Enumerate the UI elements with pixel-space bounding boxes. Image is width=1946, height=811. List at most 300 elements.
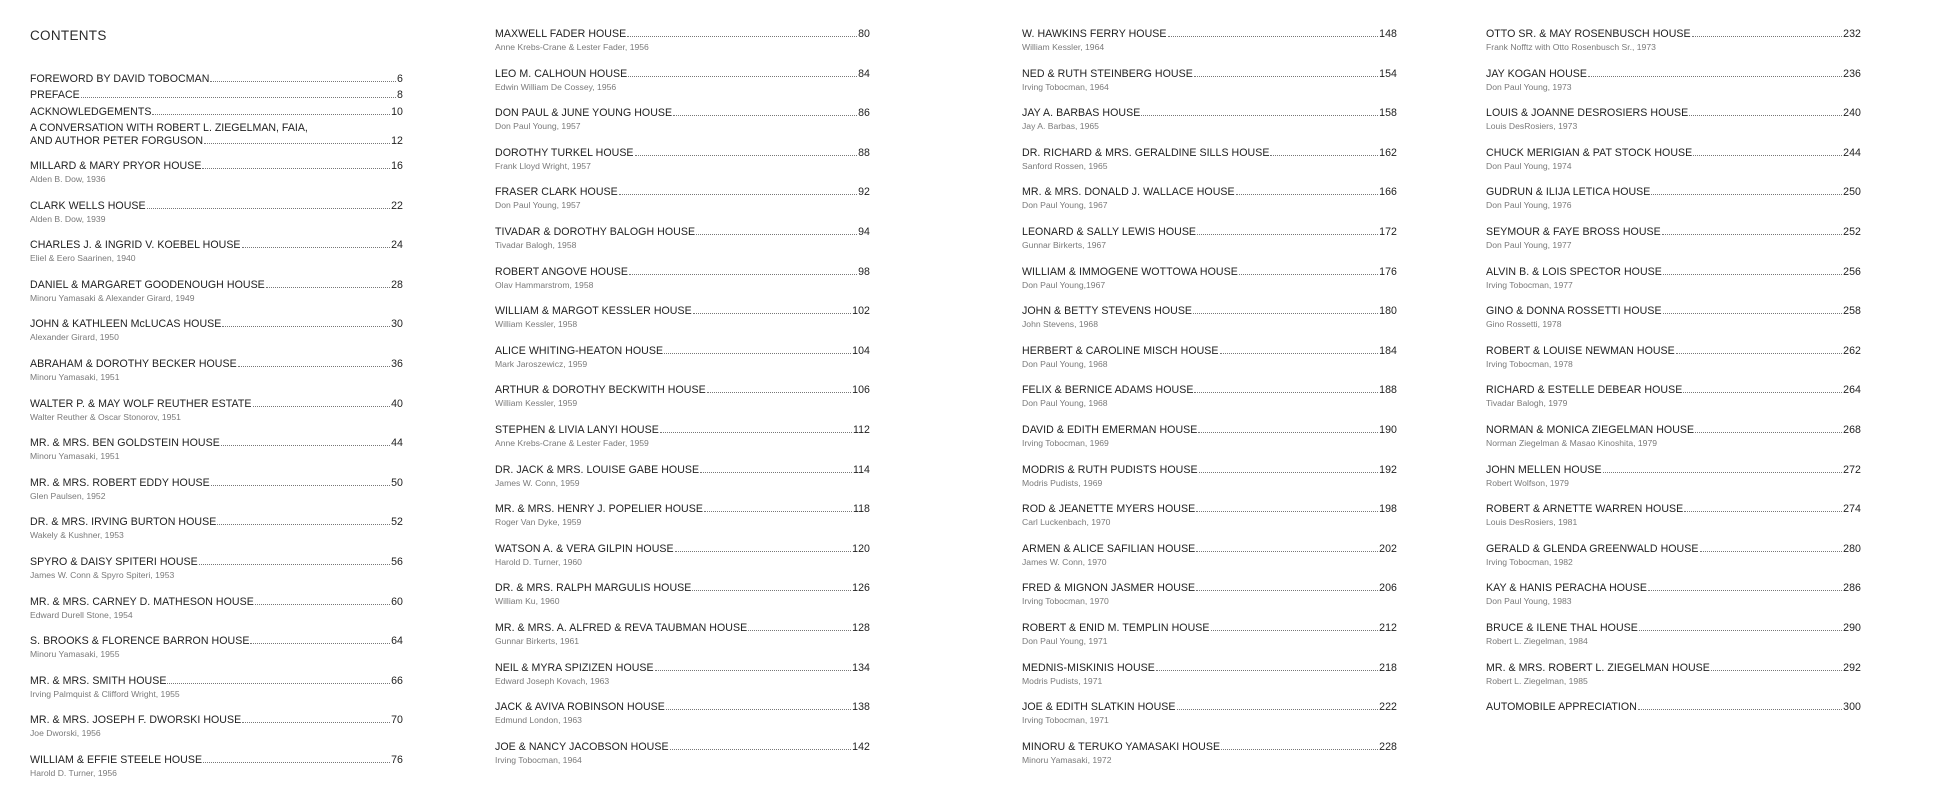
entry-title: ARTHUR & DOROTHY BECKWITH HOUSE <box>495 384 706 397</box>
entry-title: JACK & AVIVA ROBINSON HOUSE <box>495 701 665 714</box>
toc-entry-acknowledgements[interactable] <box>30 106 403 119</box>
toc-entry[interactable] <box>1486 68 1861 93</box>
toc-entry[interactable] <box>1486 503 1861 528</box>
toc-entry[interactable] <box>30 675 403 700</box>
dot-leader <box>1193 312 1378 314</box>
entry-architect: Gunnar Birkerts, 1967 <box>1022 240 1107 250</box>
dot-leader <box>199 563 390 565</box>
entry-page: 292 <box>1843 661 1861 674</box>
toc-entry[interactable] <box>30 318 403 343</box>
entry-page: 64 <box>391 635 403 648</box>
toc-entry[interactable] <box>1022 622 1397 647</box>
toc-entry[interactable] <box>495 305 870 330</box>
toc-entry[interactable] <box>30 477 403 502</box>
toc-entry[interactable] <box>1022 503 1397 528</box>
dot-leader <box>628 75 857 77</box>
dot-leader <box>1663 273 1842 275</box>
dot-leader <box>704 510 852 512</box>
entry-architect: Robert Wolfson, 1979 <box>1486 477 1569 488</box>
dot-leader <box>167 682 390 684</box>
entry-title: GINO & DONNA ROSSETTI HOUSE <box>1486 305 1662 318</box>
toc-entry[interactable] <box>30 596 403 621</box>
entry-title: JAY KOGAN HOUSE <box>1486 67 1588 80</box>
toc-entry[interactable] <box>1022 701 1397 726</box>
toc-entry[interactable] <box>495 464 870 489</box>
dot-leader <box>147 207 390 209</box>
toc-entry[interactable] <box>30 754 403 779</box>
entry-page: 166 <box>1379 186 1397 199</box>
dot-leader <box>211 484 390 486</box>
toc-entry[interactable] <box>1022 543 1397 568</box>
dot-leader <box>700 471 852 473</box>
entry-title: MR. & MRS. SMITH HOUSE <box>30 674 167 687</box>
toc-entry[interactable] <box>495 543 870 568</box>
toc-entry[interactable] <box>1022 186 1397 211</box>
toc-entry[interactable] <box>1486 384 1861 409</box>
toc-entry[interactable] <box>1022 226 1397 251</box>
dot-leader <box>696 233 857 235</box>
entry-title: JOE & NANCY JACOBSON HOUSE <box>495 740 669 753</box>
entry-page: 60 <box>391 595 403 608</box>
entry-architect: Minoru Yamasaki, 1951 <box>30 372 120 382</box>
entry-architect: Joe Dworski, 1956 <box>30 728 101 739</box>
entry-architect: Minoru Yamasaki & Alexander Girard, 1949 <box>30 292 195 303</box>
toc-entry[interactable] <box>30 358 403 383</box>
entry-page: 264 <box>1843 384 1861 397</box>
entry-title: DR. JACK & MRS. LOUISE GABE HOUSE <box>495 463 700 476</box>
toc-entry[interactable] <box>1022 464 1397 489</box>
entry-title: CLARK WELLS HOUSE <box>30 199 146 212</box>
dot-leader <box>1199 471 1379 473</box>
entry-architect: James W. Conn, 1959 <box>495 477 580 488</box>
toc-entry-foreword[interactable] <box>30 73 403 86</box>
toc-entry[interactable] <box>30 437 403 462</box>
toc-entry[interactable] <box>1486 345 1861 370</box>
entry-title: NORMAN & MONICA ZIEGELMAN HOUSE <box>1486 424 1695 436</box>
entry-architect: Don Paul Young, 1968 <box>1022 398 1108 409</box>
entry-page: 112 <box>852 424 870 436</box>
entry-architect: Modris Pudists, 1969 <box>1022 477 1103 488</box>
entry-page: 80 <box>858 28 870 40</box>
entry-title: OTTO SR. & MAY ROSENBUSCH HOUSE <box>1486 28 1691 40</box>
toc-entry[interactable] <box>1022 147 1397 172</box>
entry-page: 280 <box>1843 542 1861 555</box>
entry-title: ARMEN & ALICE SAFILIAN HOUSE <box>1022 542 1196 555</box>
entry-architect: Harold D. Turner, 1956 <box>30 768 117 778</box>
entry-architect: Frank Lloyd Wright, 1957 <box>495 160 591 171</box>
dot-leader <box>1168 35 1379 37</box>
entry-page: 52 <box>391 516 403 529</box>
toc-entry[interactable] <box>30 160 403 185</box>
entry-title: MINORU & TERUKO YAMASAKI HOUSE <box>1022 740 1221 753</box>
entry-title: MR. & MRS. CARNEY D. MATHESON HOUSE <box>30 595 254 608</box>
dot-leader <box>1141 114 1378 116</box>
toc-entry[interactable] <box>1022 384 1397 409</box>
entry-page: 50 <box>391 476 403 489</box>
dot-leader <box>1638 708 1842 710</box>
toc-entry[interactable] <box>1486 28 1861 53</box>
toc-entry[interactable] <box>30 200 403 225</box>
entry-page: 66 <box>391 674 403 687</box>
toc-entry[interactable] <box>1486 186 1861 211</box>
toc-entry[interactable] <box>1486 662 1861 687</box>
entry-page: 120 <box>852 542 870 555</box>
entry-page: 92 <box>858 186 870 199</box>
toc-entry-preface[interactable] <box>30 89 403 102</box>
entry-architect: Sanford Rossen, 1965 <box>1022 160 1108 171</box>
dot-leader <box>655 669 852 671</box>
toc-entry[interactable] <box>495 582 870 607</box>
entry-title: MILLARD & MARY PRYOR HOUSE <box>30 160 202 172</box>
entry-title: NEIL & MYRA SPIZIZEN HOUSE <box>495 661 654 674</box>
toc-entry[interactable] <box>1022 582 1397 607</box>
entry-title: LEONARD & SALLY LEWIS HOUSE <box>1022 226 1197 238</box>
entry-architect: Tivadar Balogh, 1958 <box>495 240 577 250</box>
dot-leader <box>1684 510 1842 512</box>
entry-page: 256 <box>1843 265 1861 278</box>
toc-entry[interactable] <box>1022 68 1397 93</box>
entry-title: JOE & EDITH SLATKIN HOUSE <box>1022 701 1176 714</box>
entry-architect: Don Paul Young, 1973 <box>1486 81 1572 92</box>
toc-entry[interactable] <box>1022 662 1397 687</box>
entry-page: 290 <box>1843 622 1861 634</box>
entry-title-line1: A CONVERSATION WITH ROBERT L. ZIEGELMAN, FAIA, <box>30 122 308 134</box>
entry-architect: Irving Tobocman, 1964 <box>495 754 582 765</box>
entry-title: W. HAWKINS FERRY HOUSE <box>1022 28 1167 40</box>
entry-page: 232 <box>1843 28 1861 40</box>
entry-page: 180 <box>1379 305 1397 318</box>
toc-entry[interactable] <box>1486 266 1861 291</box>
entry-page: 12 <box>391 135 403 147</box>
toc-entry[interactable] <box>1022 107 1397 132</box>
entry-title: SPYRO & DAISY SPITERI HOUSE <box>30 556 198 568</box>
dot-leader <box>664 352 851 354</box>
entry-architect: Jay A. Barbas, 1965 <box>1022 121 1099 132</box>
entry-page: 222 <box>1379 701 1397 714</box>
entry-page: 268 <box>1843 424 1861 436</box>
entry-architect: Don Paul Young, 1974 <box>1486 160 1572 171</box>
toc-entry[interactable] <box>1486 424 1861 449</box>
entry-title: GERALD & GLENDA GREENWALD HOUSE <box>1486 542 1699 555</box>
dot-leader <box>1695 431 1842 433</box>
entry-title: ALVIN B. & LOIS SPECTOR HOUSE <box>1486 265 1662 278</box>
entry-page: 86 <box>858 107 870 120</box>
dot-leader <box>1198 431 1378 433</box>
toc-entry[interactable] <box>30 398 403 423</box>
entry-page: 16 <box>391 160 403 172</box>
toc-entry[interactable] <box>30 279 403 304</box>
entry-page: 94 <box>858 226 870 238</box>
toc-entry[interactable] <box>1022 266 1397 291</box>
toc-entry[interactable] <box>1022 424 1397 449</box>
toc-entry[interactable] <box>1486 107 1861 132</box>
entry-title: MR. & MRS. ROBERT L. ZIEGELMAN HOUSE <box>1486 661 1710 674</box>
entry-page: 252 <box>1843 226 1861 238</box>
dot-leader <box>707 391 851 393</box>
entry-architect: Glen Paulsen, 1952 <box>30 490 106 501</box>
entry-architect: Minoru Yamasaki, 1955 <box>30 649 120 660</box>
entry-title: AUTOMOBILE APPRECIATION <box>1486 701 1637 714</box>
entry-title: MR. & MRS. ROBERT EDDY HOUSE <box>30 476 210 489</box>
entry-page: 118 <box>852 503 870 516</box>
dot-leader <box>693 312 851 314</box>
entry-page: 8 <box>397 89 403 101</box>
entry-title: KAY & HANIS PERACHA HOUSE <box>1486 582 1647 595</box>
entry-page: 70 <box>391 714 403 727</box>
entry-title: MEDNIS-MISKINIS HOUSE <box>1022 661 1155 674</box>
toc-entry[interactable] <box>495 503 870 528</box>
entry-title: FOREWORD BY DAVID TOBOCMAN <box>30 73 210 85</box>
entry-page: 36 <box>391 358 403 370</box>
entry-title: MAXWELL FADER HOUSE <box>495 28 627 40</box>
entry-architect: Minoru Yamasaki, 1972 <box>1022 754 1112 765</box>
dot-leader <box>1211 629 1379 631</box>
entry-page: 258 <box>1843 305 1861 318</box>
entry-architect: Walter Reuther & Oscar Stonorov, 1951 <box>30 411 181 422</box>
toc-entry[interactable] <box>495 622 870 647</box>
entry-title: DON PAUL & JUNE YOUNG HOUSE <box>495 107 673 120</box>
entry-title: MODRIS & RUTH PUDISTS HOUSE <box>1022 463 1198 476</box>
dot-leader <box>1639 629 1842 631</box>
toc-entry[interactable] <box>495 28 870 53</box>
entry-architect: Irving Tobocman, 1969 <box>1022 438 1109 448</box>
entry-page: 148 <box>1379 28 1397 40</box>
entry-architect: James W. Conn, 1970 <box>1022 556 1107 567</box>
toc-entry[interactable] <box>1022 305 1397 330</box>
entry-page: 274 <box>1843 503 1861 516</box>
entry-page: 28 <box>391 278 403 291</box>
entry-page: 134 <box>852 661 870 674</box>
entry-page: 188 <box>1379 384 1397 397</box>
toc-entry[interactable] <box>1486 226 1861 251</box>
entry-title: JAY A. BARBAS HOUSE <box>1022 107 1141 120</box>
entry-title: JOHN MELLEN HOUSE <box>1486 463 1602 476</box>
entry-architect: Edward Durell Stone, 1954 <box>30 609 133 620</box>
toc-entry[interactable] <box>495 424 870 449</box>
dot-leader <box>660 431 852 433</box>
entry-architect: Don Paul Young, 1957 <box>495 121 581 132</box>
dot-leader <box>152 113 390 115</box>
entry-page: 106 <box>852 384 870 397</box>
entry-title: MR. & MRS. JOSEPH F. DWORSKI HOUSE <box>30 714 242 727</box>
dot-leader <box>250 642 390 644</box>
toc-entry[interactable] <box>1022 741 1397 766</box>
entry-title: LOUIS & JOANNE DESROSIERS HOUSE <box>1486 107 1689 120</box>
entry-page: 158 <box>1379 107 1397 120</box>
entry-architect: Alden B. Dow, 1936 <box>30 174 106 184</box>
entry-title: GUDRUN & ILIJA LETICA HOUSE <box>1486 186 1651 199</box>
entry-page: 190 <box>1379 424 1397 436</box>
entry-architect: Olav Hammarstrom, 1958 <box>495 279 594 290</box>
entry-title: FRASER CLARK HOUSE <box>495 186 618 199</box>
entry-page: 24 <box>391 239 403 252</box>
entry-title: JOHN & KATHLEEN McLUCAS HOUSE <box>30 318 222 331</box>
dot-leader <box>222 325 390 327</box>
toc-entry[interactable] <box>30 239 403 264</box>
entry-page: 104 <box>852 344 870 357</box>
entry-page: 172 <box>1379 226 1397 238</box>
entry-title: ROBERT & ENID M. TEMPLIN HOUSE <box>1022 622 1210 634</box>
dot-leader <box>255 603 390 605</box>
toc-entry[interactable] <box>495 345 870 370</box>
entry-title: ACKNOWLEDGEMENTS <box>30 106 152 118</box>
entry-title: WALTER P. & MAY WOLF REUTHER ESTATE <box>30 397 252 410</box>
entry-title: WATSON A. & VERA GILPIN HOUSE <box>495 542 674 555</box>
entry-page: 128 <box>852 622 870 634</box>
dot-leader <box>635 154 858 156</box>
dot-leader <box>203 761 390 763</box>
toc-entry[interactable] <box>495 226 870 251</box>
toc-entry[interactable] <box>1486 701 1861 714</box>
entry-architect: William Kessler, 1959 <box>495 398 578 409</box>
contents-title: CONTENTS <box>30 28 107 43</box>
entry-architect: Tivadar Balogh, 1979 <box>1486 398 1568 409</box>
entry-page: 212 <box>1379 622 1397 634</box>
toc-entry[interactable] <box>495 147 870 172</box>
dot-leader <box>1194 75 1378 77</box>
entry-title: HERBERT & CAROLINE MISCH HOUSE <box>1022 344 1219 357</box>
dot-leader <box>242 246 391 248</box>
toc-entry[interactable] <box>1022 345 1397 370</box>
entry-title: LEO M. CALHOUN HOUSE <box>495 67 628 80</box>
entry-page: 244 <box>1843 146 1861 159</box>
entry-title: RICHARD & ESTELLE DEBEAR HOUSE <box>1486 384 1683 397</box>
toc-entry[interactable] <box>30 635 403 660</box>
entry-page: 76 <box>391 754 403 766</box>
entry-architect: Louis DesRosiers, 1973 <box>1486 121 1578 132</box>
toc-entry[interactable] <box>495 384 870 409</box>
entry-page: 236 <box>1843 67 1861 80</box>
entry-page: 218 <box>1379 661 1397 674</box>
toc-entry[interactable] <box>495 68 870 93</box>
entry-architect: Don Paul Young, 1977 <box>1486 240 1572 250</box>
dot-leader <box>627 35 857 37</box>
dot-leader <box>1692 35 1843 37</box>
entry-architect: Carl Luckenbach, 1970 <box>1022 517 1111 528</box>
entry-page: 84 <box>858 67 870 80</box>
dot-leader <box>1651 193 1842 195</box>
entry-architect: Don Paul Young, 1976 <box>1486 200 1572 211</box>
entry-architect: William Kessler, 1958 <box>495 319 578 330</box>
toc-entry[interactable] <box>30 556 403 581</box>
entry-architect: Don Paul Young, 1957 <box>495 200 581 211</box>
toc-entry[interactable] <box>1486 582 1861 607</box>
entry-architect: Modris Pudists, 1971 <box>1022 675 1103 686</box>
toc-entry[interactable] <box>495 186 870 211</box>
entry-architect: Edward Joseph Kovach, 1963 <box>495 675 610 686</box>
toc-entry[interactable] <box>1486 305 1861 330</box>
entry-title: CHARLES J. & INGRID V. KOEBEL HOUSE <box>30 239 241 252</box>
entry-page: 114 <box>852 463 870 476</box>
entry-architect: Irving Tobocman, 1978 <box>1486 358 1573 369</box>
entry-title: FELIX & BERNICE ADAMS HOUSE <box>1022 384 1194 397</box>
toc-entry[interactable] <box>495 266 870 291</box>
toc-entry[interactable] <box>1486 147 1861 172</box>
toc-entry[interactable] <box>1022 28 1397 53</box>
dot-leader <box>673 114 857 116</box>
entry-architect: William Ku, 1960 <box>495 596 560 607</box>
dot-leader <box>266 286 390 288</box>
entry-architect: William Kessler, 1964 <box>1022 42 1105 52</box>
toc-entry-conversation[interactable] <box>30 122 403 148</box>
entry-page: 126 <box>852 582 870 595</box>
toc-entry[interactable] <box>30 714 403 739</box>
toc-entry[interactable] <box>1486 543 1861 568</box>
toc-entry[interactable] <box>30 516 403 541</box>
dot-leader <box>1177 708 1379 710</box>
entry-architect: Don Paul Young, 1971 <box>1022 636 1108 646</box>
dot-leader <box>210 80 396 82</box>
toc-entry[interactable] <box>495 107 870 132</box>
entry-title: JOHN & BETTY STEVENS HOUSE <box>1022 305 1193 318</box>
dot-leader <box>1239 273 1378 275</box>
entry-title: WILLIAM & EFFIE STEELE HOUSE <box>30 754 203 766</box>
entry-page: 88 <box>858 146 870 159</box>
entry-title: WILLIAM & MARGOT KESSLER HOUSE <box>495 305 692 318</box>
toc-entry[interactable] <box>495 741 870 766</box>
entry-architect: Irving Tobocman, 1982 <box>1486 556 1573 567</box>
toc-entry[interactable] <box>495 662 870 687</box>
entry-title: ROBERT & ARNETTE WARREN HOUSE <box>1486 503 1684 516</box>
entry-title: ROBERT ANGOVE HOUSE <box>495 265 629 278</box>
dot-leader <box>666 708 851 710</box>
entry-architect: Norman Ziegelman & Masao Kinoshita, 1979 <box>1486 438 1658 448</box>
entry-architect: Anne Krebs-Crane & Lester Fader, 1959 <box>495 438 649 448</box>
entry-title: STEPHEN & LIVIA LANYI HOUSE <box>495 424 659 436</box>
dot-leader <box>221 444 390 446</box>
entry-page: 286 <box>1843 582 1861 595</box>
dot-leader <box>1676 352 1842 354</box>
dot-leader <box>1270 154 1378 156</box>
entry-architect: Irving Tobocman, 1971 <box>1022 715 1109 726</box>
entry-page: 176 <box>1379 265 1397 278</box>
entry-architect: Mark Jaroszewicz, 1959 <box>495 358 588 369</box>
toc-entry[interactable] <box>1486 464 1861 489</box>
dot-leader <box>1689 114 1842 116</box>
dot-leader <box>619 193 857 195</box>
entry-title: FRED & MIGNON JASMER HOUSE <box>1022 582 1196 595</box>
entry-page: 138 <box>852 701 870 714</box>
dot-leader <box>1156 669 1378 671</box>
dot-leader <box>1648 589 1842 591</box>
entry-page: 30 <box>391 318 403 331</box>
dot-leader <box>238 365 390 367</box>
dot-leader <box>1196 510 1378 512</box>
entry-architect: Eliel & Eero Saarinen, 1940 <box>30 253 136 264</box>
entry-title: DAVID & EDITH EMERMAN HOUSE <box>1022 424 1198 436</box>
entry-title: MR. & MRS. DONALD J. WALLACE HOUSE <box>1022 186 1235 199</box>
entry-page: 154 <box>1379 67 1397 80</box>
dot-leader <box>1197 233 1378 235</box>
entry-architect: Don Paul Young, 1967 <box>1022 200 1108 211</box>
entry-title: PREFACE <box>30 89 80 101</box>
dot-leader <box>202 167 390 169</box>
entry-title: MR. & MRS. HENRY J. POPELIER HOUSE <box>495 503 703 516</box>
entry-page: 272 <box>1843 463 1861 476</box>
dot-leader <box>1220 352 1379 354</box>
entry-page: 206 <box>1379 582 1397 595</box>
dot-leader <box>1711 669 1842 671</box>
entry-title: ROD & JEANETTE MYERS HOUSE <box>1022 503 1196 516</box>
entry-page: 56 <box>391 556 403 568</box>
entry-architect: Edmund London, 1963 <box>495 715 582 726</box>
entry-architect: Minoru Yamasaki, 1951 <box>30 451 120 462</box>
toc-entry[interactable] <box>1486 622 1861 647</box>
dot-leader <box>675 550 852 552</box>
entry-page: 202 <box>1379 542 1397 555</box>
entry-architect: Don Paul Young,1967 <box>1022 279 1106 290</box>
toc-entry[interactable] <box>495 701 870 726</box>
